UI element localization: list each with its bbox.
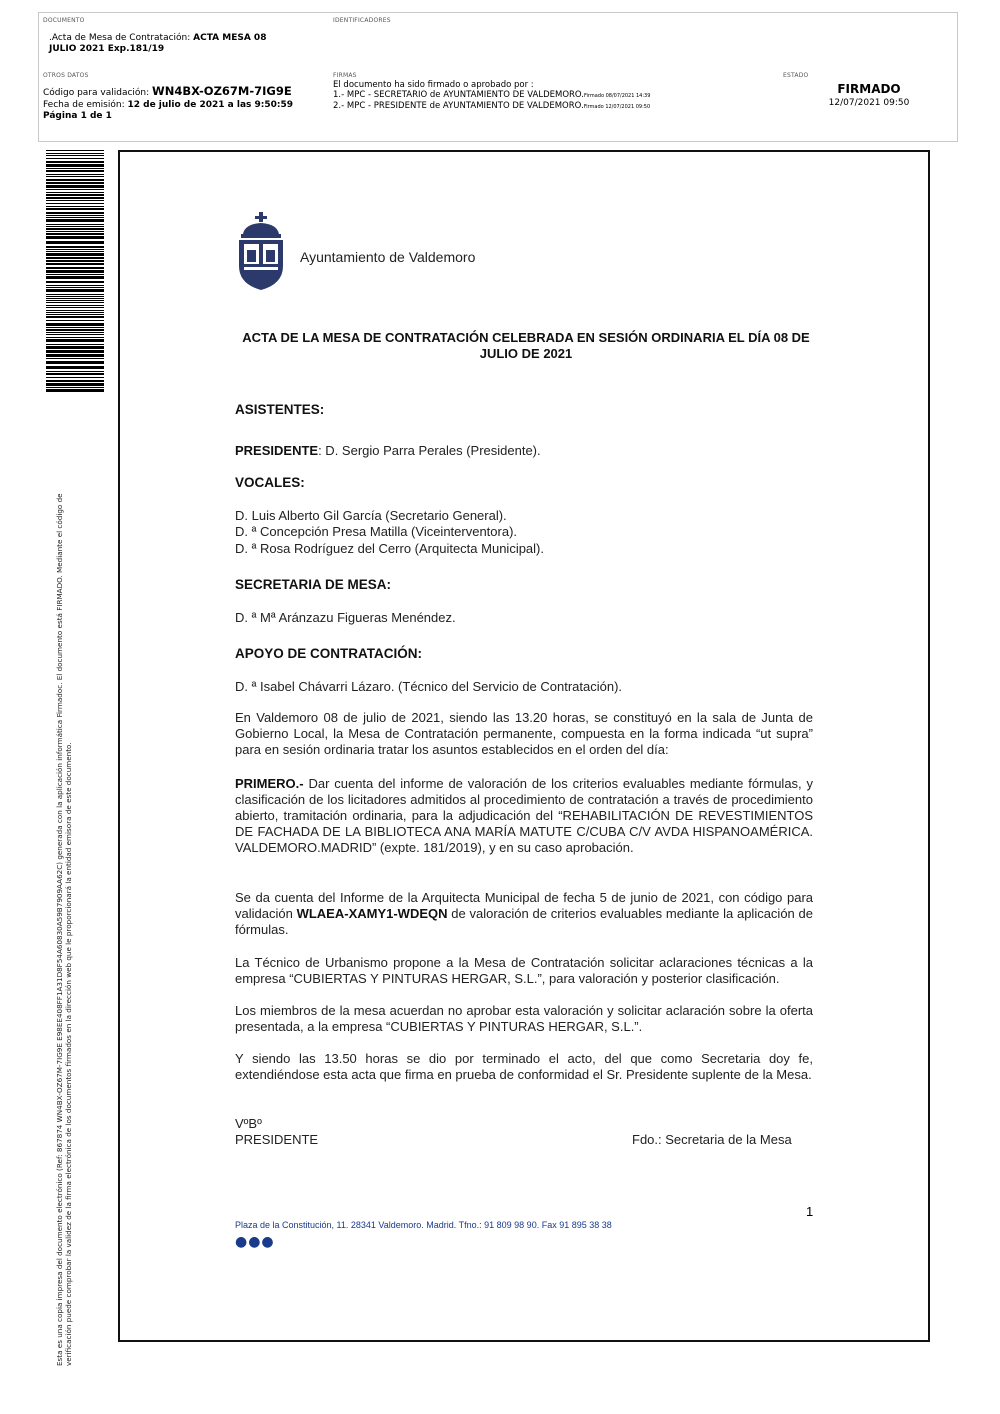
documento-label: DOCUMENTO — [43, 17, 85, 24]
identificadores-cell — [329, 13, 959, 64]
asistentes-heading: ASISTENTES: — [235, 402, 325, 417]
documento-cell — [39, 13, 329, 64]
vocal-3: D. ª Rosa Rodríguez del Cerro (Arquitecta Municipal). — [235, 541, 544, 556]
apoyo-heading: APOYO DE CONTRATACIÓN: — [235, 646, 422, 661]
secretaria-value: D. ª Mª Aránzazu Figueras Menéndez. — [235, 610, 456, 625]
paragraph-cierre: Y siendo las 13.50 horas se dio por terminado el acto, del que como Secretaria doy fe, extendiéndose esta acta que firma en prueba de conformidad el Sr. Presidente suplente de la Mesa. — [235, 1051, 813, 1082]
estado-label: ESTADO — [783, 72, 809, 79]
documento-title: .Acta de Mesa de Contratación: ACTA MESA 08 JULIO 2021 Exp.181/19 — [49, 33, 267, 54]
barcode-icon — [46, 150, 104, 392]
firma-1: 1.- MPC - SECRETARIO de AYUNTAMIENTO DE VALDEMORO. — [333, 90, 584, 100]
organization-name: Ayuntamiento de Valdemoro — [300, 249, 476, 265]
paragraph-intro: En Valdemoro 08 de julio de 2021, siendo las 13.20 horas, se constituyó en la sala de Junta de Gobierno Local, la Mesa de Contratación permanente, compuesta en la forma indicada “ut supra” para en sesión ordinaria tratar los asuntos establecidos en el orden del día: — [235, 710, 813, 757]
side-verification-text: Esta es una copia impresa del documento electrónico (Ref: 867874 WN4BX-OZ67M-7IG9E E98EE408FF1A31D8F54A60830A59B7909AA62C) generada con la aplicación informática Firmadoc. El documento está FIRMADO. Mediante el código de verificación puede comprobar la validez de la firma electrónica de los documentos firmados en la dirección web que le proporcionará la entidad emisora de este documento. — [55, 493, 73, 1366]
footer-address: Plaza de la Constitución, 11. 28341 Valdemoro. Madrid. Tfno.: 91 809 98 90. Fax 91 895 38 38 — [235, 1220, 612, 1230]
secretaria-signature: Fdo.: Secretaria de la Mesa — [632, 1132, 792, 1147]
document-header — [38, 12, 958, 142]
document-page — [118, 150, 930, 1342]
status-badge: FIRMADO — [837, 82, 901, 96]
document-title: ACTA DE LA MESA DE CONTRATACIÓN CELEBRADA EN SESIÓN ORDINARIA EL DÍA 08 DE JULIO DE 2021 — [242, 330, 810, 361]
firmas-label: FIRMAS — [333, 72, 357, 79]
firma-2: 2.- MPC - PRESIDENTE de AYUNTAMIENTO DE VALDEMORO. — [333, 101, 584, 111]
otros-datos-label: OTROS DATOS — [43, 72, 89, 79]
firmas-cell — [329, 68, 779, 142]
paragraph-propuesta: La Técnico de Urbanismo propone a la Mesa de Contratación solicitar aclaraciones técnicas a la empresa “CUBIERTAS Y PINTURAS HERGAR, S.L.”, para valoración y posterior clasificación. — [235, 955, 813, 986]
vobo-label: VºBº — [235, 1116, 262, 1131]
firmas-intro: El documento ha sido firmado o aprobado por : — [333, 80, 534, 90]
secretaria-heading: SECRETARIA DE MESA: — [235, 577, 392, 592]
vocales-heading: VOCALES: — [235, 475, 305, 490]
paragraph-acuerdo: Los miembros de la mesa acuerdan no aprobar esta valoración y solicitar aclaración sobre la oferta presentada, a la empresa “CUBIERTAS Y PINTURAS HERGAR, S.L.”. — [235, 1003, 813, 1034]
page-number: 1 — [806, 1204, 814, 1219]
estado-cell — [779, 68, 959, 142]
identificadores-label: IDENTIFICADORES — [333, 17, 391, 24]
presidente-line: PRESIDENTE: D. Sergio Parra Perales (Presidente). — [235, 443, 541, 458]
page-count: Página 1 de 1 — [43, 111, 112, 121]
otros-datos-cell: OTROS DATOS Código para validación: WN4BX-OZ67M-7IG9E Fecha de emisión: 12 de julio de 2021 a las 9:50:59 Página 1 de 1 — [43, 72, 294, 121]
vocal-1: D. Luis Alberto Gil García (Secretario General). — [235, 508, 507, 523]
firma-1-date: Firmado 08/07/2021 14:39 — [583, 93, 651, 99]
paragraph-primero: PRIMERO.- Dar cuenta del informe de valoración de los criterios evaluables mediante fórmulas, y clasificación de los licitadores admitidos al procedimiento de contratación a través de procedimiento abierto, tramitación ordinaria, para la adjudicación del “REHABILITACIÓN DE REVESTIMIENTOS DE FACHADA DE LA BIBLIOTECA ANA MARÍA MATUTE C/CUBA C/V AVDA HISPANOAMÉRICA. VALDEMORO.MADRID” (expte. 181/2019), y en su caso aprobación. — [235, 776, 813, 855]
paragraph-informe: Se da cuenta del Informe de la Arquitecta Municipal de fecha 5 de junio de 2021, con código para validación WLAEA-XAMY1-WDEQN de valoración de criterios evaluables mediante la aplicación de fórmulas. — [235, 890, 813, 937]
presidente-signature: PRESIDENTE — [235, 1132, 319, 1147]
vocal-2: D. ª Concepción Presa Matilla (Viceinterventora). — [235, 524, 518, 539]
status-date: 12/07/2021 09:50 — [828, 98, 910, 108]
firma-2-date: Firmado 12/07/2021 09:50 — [583, 104, 651, 110]
emission-date: 12 de julio de 2021 a las 9:50:59 — [127, 99, 294, 110]
validation-code: WN4BX-OZ67M-7IG9E — [152, 84, 292, 98]
coat-of-arms-icon — [235, 212, 287, 292]
footer-dots: ●●● — [235, 1234, 275, 1250]
apoyo-value: D. ª Isabel Chávarri Lázaro. (Técnico del Servicio de Contratación). — [235, 679, 623, 694]
